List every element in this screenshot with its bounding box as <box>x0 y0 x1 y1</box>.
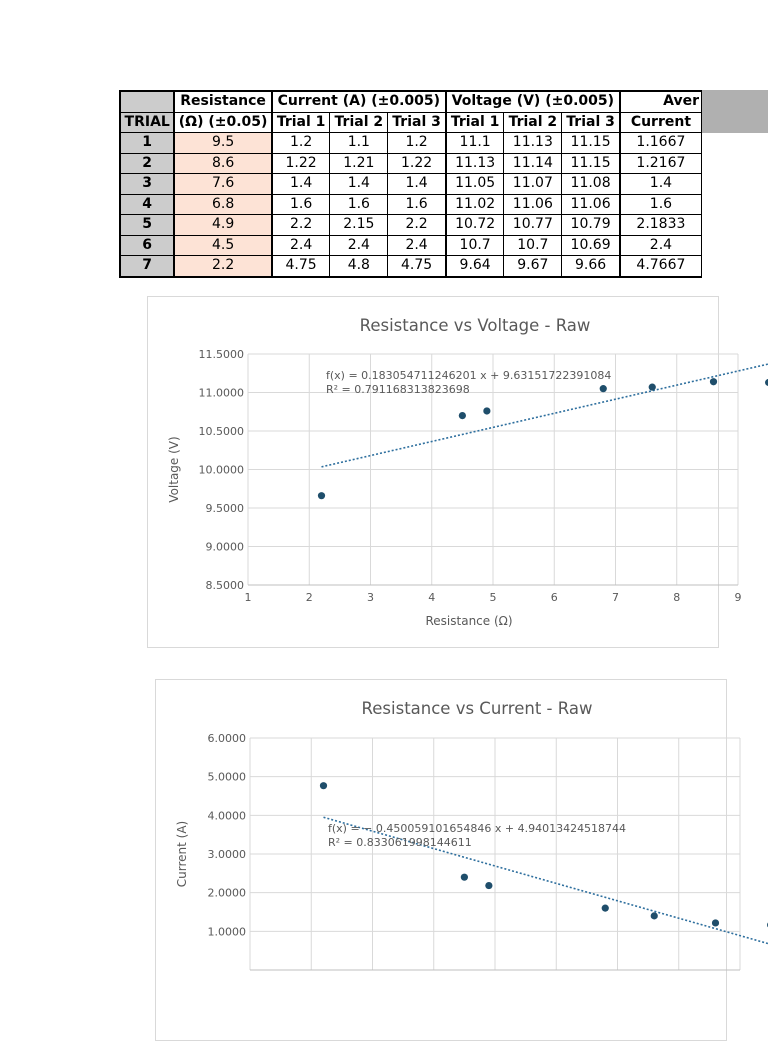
trial-number: 6 <box>120 235 174 256</box>
x-tick-label: 5 <box>490 591 497 604</box>
subheader-cell: Trial 2 <box>330 112 388 133</box>
table-cell: 11.14 <box>504 153 562 174</box>
y-tick-label: 6.0000 <box>208 732 247 745</box>
x-tick-label: 9 <box>735 591 742 604</box>
trial-number: 5 <box>120 215 174 236</box>
table-cell: 11.02 <box>446 194 504 215</box>
table-cell: 1.2 <box>272 133 330 154</box>
table-cell: 2.4 <box>620 235 702 256</box>
voltage-chart <box>147 296 719 648</box>
grid <box>248 354 738 585</box>
data-point <box>600 385 607 392</box>
y-tick-label: 9.5000 <box>206 502 245 515</box>
table-body <box>120 133 702 277</box>
table-cell: 9.67 <box>504 256 562 277</box>
current-chart <box>155 679 727 1041</box>
table-cell: 1.1667 <box>620 133 702 154</box>
r-squared: R² = 0.791168313823698 <box>326 383 470 396</box>
table-cell: 2.2 <box>388 215 446 236</box>
data-point <box>483 407 490 414</box>
resistance-cell: 2.2 <box>174 256 271 277</box>
resistance-header: Resistance <box>174 91 271 112</box>
table-row <box>120 153 702 174</box>
table-cell: 2.1833 <box>620 215 702 236</box>
y-tick-label: 10.0000 <box>199 464 245 477</box>
y-tick-label: 3.0000 <box>208 848 247 861</box>
subheader-cell: Trial 1 <box>272 112 330 133</box>
subheader-cell: Trial 2 <box>504 112 562 133</box>
table-cell: 11.05 <box>446 174 504 195</box>
table-row <box>120 194 702 215</box>
y-axis-label: Voltage (V) <box>167 436 181 502</box>
resistance-cell: 9.5 <box>174 133 271 154</box>
y-tick-label: 8.5000 <box>206 579 245 592</box>
table-cell: 2.2 <box>272 215 330 236</box>
chart-title: Resistance vs Current - Raw <box>362 699 593 718</box>
table-cell: 10.7 <box>446 235 504 256</box>
trial-number: 7 <box>120 256 174 277</box>
table-cell: 1.4 <box>620 174 702 195</box>
table-cell: 2.4 <box>388 235 446 256</box>
grid <box>250 738 740 970</box>
y-tick-label: 5.0000 <box>208 771 247 784</box>
trial-number: 3 <box>120 174 174 195</box>
table-cell: 4.75 <box>272 256 330 277</box>
y-tick-label: 2.0000 <box>208 887 247 900</box>
table-cell: 9.66 <box>562 256 620 277</box>
table-cell: 11.15 <box>562 153 620 174</box>
data-point <box>320 782 327 789</box>
table-cell: 11.1 <box>446 133 504 154</box>
y-tick-label: 10.5000 <box>199 425 245 438</box>
table-cell: 11.15 <box>562 133 620 154</box>
table-cell: 4.75 <box>388 256 446 277</box>
table-cell: 10.77 <box>504 215 562 236</box>
table-cell: 1.6 <box>272 194 330 215</box>
trial-number: 2 <box>120 153 174 174</box>
table-cell: 11.13 <box>446 153 504 174</box>
table-cell: 9.64 <box>446 256 504 277</box>
table-cell: 1.4 <box>272 174 330 195</box>
subheader-cell: Trial 3 <box>388 112 446 133</box>
r-squared: R² = 0.833061998144611 <box>328 836 472 849</box>
x-tick-label: 6 <box>551 591 558 604</box>
trial-number: 4 <box>120 194 174 215</box>
table-cell: 1.1 <box>330 133 388 154</box>
corner-cell <box>120 91 174 112</box>
header-row-2 <box>120 112 702 133</box>
data-point <box>318 492 325 499</box>
y-tick-label: 11.0000 <box>199 387 245 400</box>
y-tick-label: 11.5000 <box>199 348 245 361</box>
y-tick-label: 9.0000 <box>206 541 245 554</box>
subheader-cell: Trial 1 <box>446 112 504 133</box>
resistance-cell: 6.8 <box>174 194 271 215</box>
table-cell: 2.4 <box>272 235 330 256</box>
subheader-cell: (Ω) (±0.05) <box>174 112 271 133</box>
table-cell: 10.69 <box>562 235 620 256</box>
header-overflow-strip <box>702 90 768 133</box>
x-tick-label: 7 <box>612 591 619 604</box>
data-point <box>710 378 717 385</box>
table-cell: 11.06 <box>562 194 620 215</box>
table-cell: 4.7667 <box>620 256 702 277</box>
resistance-cell: 4.9 <box>174 215 271 236</box>
resistance-cell: 8.6 <box>174 153 271 174</box>
data-point <box>651 912 658 919</box>
x-tick-label: 4 <box>428 591 435 604</box>
table-cell: 1.2167 <box>620 153 702 174</box>
table-row <box>120 215 702 236</box>
table-cell: 10.7 <box>504 235 562 256</box>
table-cell: 1.6 <box>388 194 446 215</box>
table-cell: 11.08 <box>562 174 620 195</box>
y-tick-label: 1.0000 <box>208 925 247 938</box>
table-cell: 10.79 <box>562 215 620 236</box>
x-axis-label: Resistance (Ω) <box>425 614 512 628</box>
x-tick-label: 8 <box>673 591 680 604</box>
subheader-cell: Trial 3 <box>562 112 620 133</box>
data-point <box>602 905 609 912</box>
table-cell: 1.21 <box>330 153 388 174</box>
table-cell: 1.4 <box>388 174 446 195</box>
table-cell: 1.22 <box>388 153 446 174</box>
x-tick-label: 1 <box>245 591 252 604</box>
table-row <box>120 174 702 195</box>
header-row-1 <box>120 91 702 112</box>
table-cell: 1.4 <box>330 174 388 195</box>
table-cell: 1.22 <box>272 153 330 174</box>
data-point <box>485 882 492 889</box>
data-point <box>461 874 468 881</box>
voltage-chart-svg <box>148 297 718 647</box>
table-cell: 1.2 <box>388 133 446 154</box>
table-cell: 11.06 <box>504 194 562 215</box>
trial-number: 1 <box>120 133 174 154</box>
x-tick-label: 2 <box>306 591 313 604</box>
table-row <box>120 235 702 256</box>
current-header: Current (A) (±0.005) <box>272 91 446 112</box>
data-point <box>712 919 719 926</box>
table-cell: 1.6 <box>330 194 388 215</box>
table-cell: 11.07 <box>504 174 562 195</box>
table-cell: 11.13 <box>504 133 562 154</box>
data-point <box>459 412 466 419</box>
trend-equation: f(x) = 0.183054711246201 x + 9.63151722391084 <box>326 369 611 382</box>
data-point <box>649 384 656 391</box>
resistance-cell: 7.6 <box>174 174 271 195</box>
table-row <box>120 256 702 277</box>
subheader-cell: Current <box>620 112 702 133</box>
table-cell: 2.4 <box>330 235 388 256</box>
chart-title: Resistance vs Voltage - Raw <box>360 316 591 335</box>
trial-header: TRIAL <box>120 112 174 133</box>
table-cell: 4.8 <box>330 256 388 277</box>
trend-equation: f(x) = − 0.450059101654846 x + 4.94013424518744 <box>328 822 626 835</box>
x-tick-label: 3 <box>367 591 374 604</box>
current-chart-svg <box>156 680 726 1040</box>
table-cell: 10.72 <box>446 215 504 236</box>
data-table <box>119 90 702 278</box>
y-tick-label: 4.0000 <box>208 809 247 822</box>
y-axis-label: Current (A) <box>175 821 189 887</box>
average-header: Aver <box>620 91 702 112</box>
table-row <box>120 133 702 154</box>
table-cell: 2.15 <box>330 215 388 236</box>
table-cell: 1.6 <box>620 194 702 215</box>
resistance-cell: 4.5 <box>174 235 271 256</box>
voltage-header: Voltage (V) (±0.005) <box>446 91 620 112</box>
